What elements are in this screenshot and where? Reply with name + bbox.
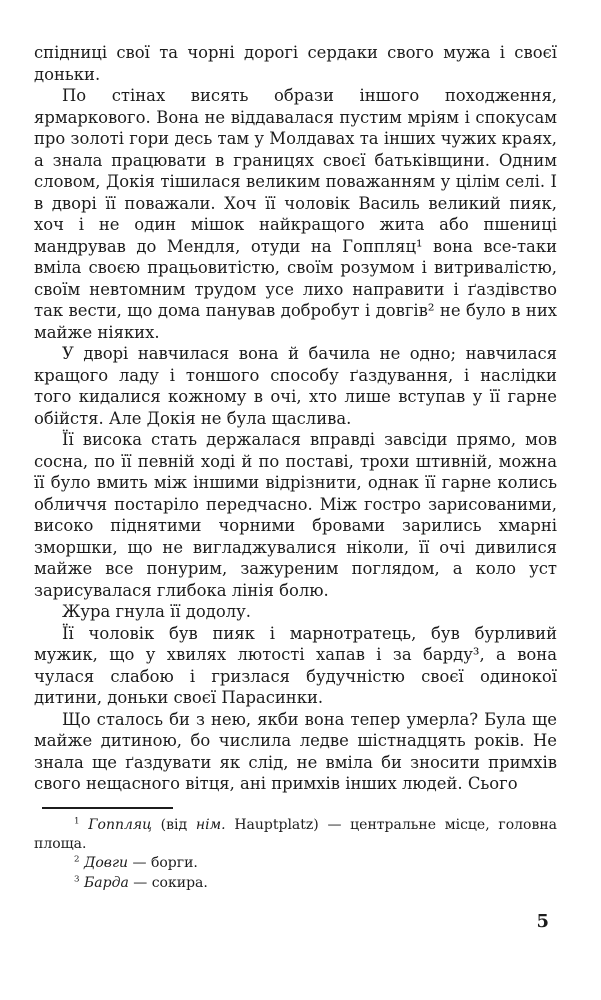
footnote-marker: 1 — [74, 815, 80, 826]
footnote-term: Довги — [83, 855, 129, 872]
footnotes — [34, 816, 557, 894]
footnote-divider — [42, 807, 173, 809]
text-block — [34, 42, 557, 893]
footnote-marker: 3 — [74, 874, 80, 885]
footnote-term: Барда — [83, 874, 129, 891]
footnote-term: Гоппляц — [88, 816, 152, 833]
paragraph: Жура гнула її додолу. — [62, 602, 251, 621]
footnote — [34, 816, 557, 855]
footnote-term: нім. — [195, 816, 226, 833]
footnote — [34, 854, 557, 873]
footnote-text: — борги. — [128, 855, 198, 872]
page-number: 5 — [536, 911, 549, 932]
paragraph: Що сталось би з нею, якби вона тепер умерла? Була ще майже дитиною, бо числила ледве шістнадцять років. Не знала ще ґаздувати як слід, не вміла би зносити примхів свого нещасного вітця, ані примхів інших людей. Сього — [34, 709, 557, 793]
body-text — [34, 42, 557, 795]
paragraph: У дворі навчилася вона й бачила не одно; навчилася кращого ладу і тоншого способу ґаздування, і наслідки того кидалися кожному в очі, хто лише вступав у її гарне обійстя. Але Докія не була щаслива. — [34, 344, 557, 428]
footnote-text: — сокира. — [128, 874, 208, 891]
paragraph: Її чоловік був пияк і марнотратець, був бурливий мужик, що у хвилях лютості хапав і за барду³, а вона чулася слабою і гризлася будучністю своєї одинокої дитини, доньки своєї Парасинки. — [34, 623, 557, 707]
paragraph: спідниці свої та чорні дорогі сердаки свого мужа і своєї доньки. — [34, 43, 557, 84]
paragraph: По стінах висять образи іншого походження, ярмаркового. Вона не віддавалася пустим мріям і спокусам про золоті гори десь там у Молдавах та інших чужих краях, а знала працювати в границях своєї батьківщини. Одним словом, Докія тішилася великим поважанням у цілім селі. І в дворі її поважали. Хоч її чоловік Василь великий пияк, хоч і не один мішок найкращого жита або пшениці мандрував до Мендля, отуди на Гоппляц¹ вона все-таки вміла своєю працьовитістю, своїм розумом і витривалістю, своїм невтомним трудом усе лихо направити і ґаздівство так вести, що дома панував добробут і довгів² не було в них майже ніяких. — [34, 86, 557, 342]
paragraph: Її висока стать держалася вправді завсіди прямо, мов сосна, по її певній ході й по поставі, трохи штивній, можна її було вмить між іншими відрізнити, однак її гарне колись обличчя постаріло передчасно. Між гостро зарисованими, високо піднятими чорними бровами зарились хмарні зморшки, що не вигладжувалися ніколи, її очі дивилися майже все понурим, зажуреним поглядом, а коло уст зарисувалася глибока лінія болю. — [34, 430, 557, 600]
footnote-text: (від — [151, 816, 196, 833]
footnote-text: Hauptplatz) — центральне місце, головна площа. — [34, 816, 558, 852]
footnote-marker: 2 — [74, 854, 80, 865]
footnote — [34, 874, 557, 893]
